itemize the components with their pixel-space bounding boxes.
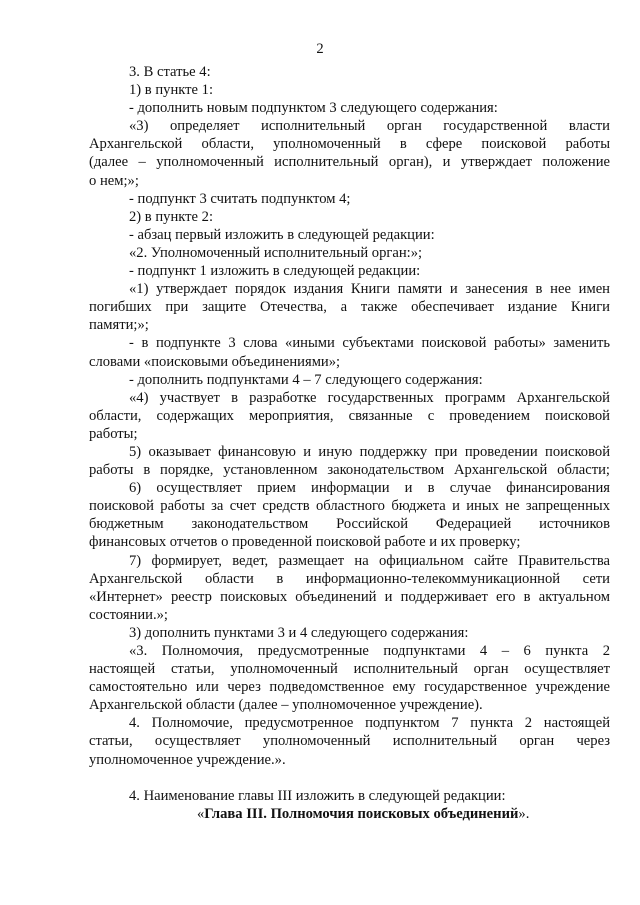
- text-line: «4) участвует в разработке государственных программ Архангельской: [129, 389, 610, 406]
- text-line: - дополнить подпунктами 4 – 7 следующего содержания:: [129, 371, 483, 388]
- section-4-line: 4. Наименование главы III изложить в следующей редакции:: [129, 787, 506, 804]
- text-line: Архангельской области в информационно-телекоммуникационной сети: [89, 570, 610, 587]
- text-line: «1) утверждает порядок издания Книги памяти и занесения в нее имен: [129, 281, 610, 298]
- chapter-heading: [89, 805, 610, 823]
- text-line: - подпункт 3 считать подпунктом 4;: [129, 190, 351, 207]
- text-line: «Интернет» реестр поисковых объединений и поддерживает его в актуальном: [89, 588, 610, 605]
- text-line: погибших при защите Отечества, а также обеспечивает издание Книги: [89, 299, 610, 316]
- heading-open-quote: «: [197, 805, 205, 822]
- paragraph-gap: [89, 769, 610, 787]
- heading-bold-text: Глава III. Полномочия поисковых объединений: [204, 805, 519, 822]
- text-line: 5) оказывает финансовую и иную поддержку при проведении поисковой: [129, 443, 610, 460]
- text-line: - дополнить новым подпунктом 3 следующего содержания:: [129, 100, 498, 117]
- text-line: «3. Полномочия, предусмотренные подпунктами 4 – 6 пункта 2: [129, 643, 610, 659]
- amendment-text: [89, 63, 610, 769]
- text-line: - подпункт 1 изложить в следующей редакции:: [129, 263, 421, 280]
- text-line: 3. В статье 4:: [129, 64, 211, 80]
- text-line: работы;: [89, 425, 138, 442]
- text-line: работы в порядке, установленном законодательством Архангельской области;: [89, 462, 610, 479]
- text-line: Архангельской области, уполномоченный в сфере поисковой работы: [89, 136, 610, 153]
- text-line: словами «поисковыми объединениями»;: [89, 353, 341, 370]
- text-line: - в подпункте 3 слова «иными субъектами поисковой работы» заменить: [129, 335, 610, 352]
- document-body: [89, 63, 610, 823]
- text-line: области, содержащих мероприятия, связанные с проведением поисковой: [89, 407, 610, 424]
- text-line: (далее – уполномоченный исполнительный орган), и утверждает положение: [89, 154, 610, 171]
- page-number: 2: [316, 41, 324, 57]
- text-line: 3) дополнить пунктами 3 и 4 следующего содержания:: [129, 624, 469, 641]
- text-line: - абзац первый изложить в следующей редакции:: [129, 226, 435, 243]
- heading-close: ».: [518, 805, 530, 822]
- text-line: уполномоченное учреждение.».: [89, 751, 286, 768]
- text-line: состоянии.»;: [89, 606, 168, 623]
- text-line: о нем;»;: [89, 172, 139, 189]
- text-line: 1) в пункте 1:: [129, 82, 214, 99]
- text-line: памяти;»;: [89, 317, 149, 334]
- text-line: статьи, осуществляет уполномоченный исполнительный орган через: [89, 733, 610, 750]
- text-line: финансовых отчетов о проведенной поисковой работе и их проверку;: [89, 534, 521, 551]
- text-line: настоящей статьи, уполномоченный исполнительный орган осуществляет: [89, 661, 610, 678]
- text-line: «2. Уполномоченный исполнительный орган:»;: [129, 244, 423, 261]
- text-line: бюджетным законодательством Российской Федерацией источников: [89, 516, 610, 533]
- text-line: «3) определяет исполнительный орган государственной власти: [129, 118, 610, 135]
- text-line: самостоятельно или через подведомственное ему государственное учреждение: [89, 679, 610, 696]
- text-line: поисковой работы за счет средств областного бюджета и иных не запрещенных: [89, 498, 610, 515]
- text-line: Архангельской области (далее – уполномоченное учреждение).: [89, 697, 483, 714]
- text-line: 6) осуществляет прием информации и в случае финансирования: [129, 480, 610, 497]
- text-line: 2) в пункте 2:: [129, 208, 214, 225]
- text-line: 7) формирует, ведет, размещает на официальном сайте Правительства: [129, 552, 610, 569]
- text-line: 4. Полномочие, предусмотренное подпунктом 7 пункта 2 настоящей: [129, 715, 610, 732]
